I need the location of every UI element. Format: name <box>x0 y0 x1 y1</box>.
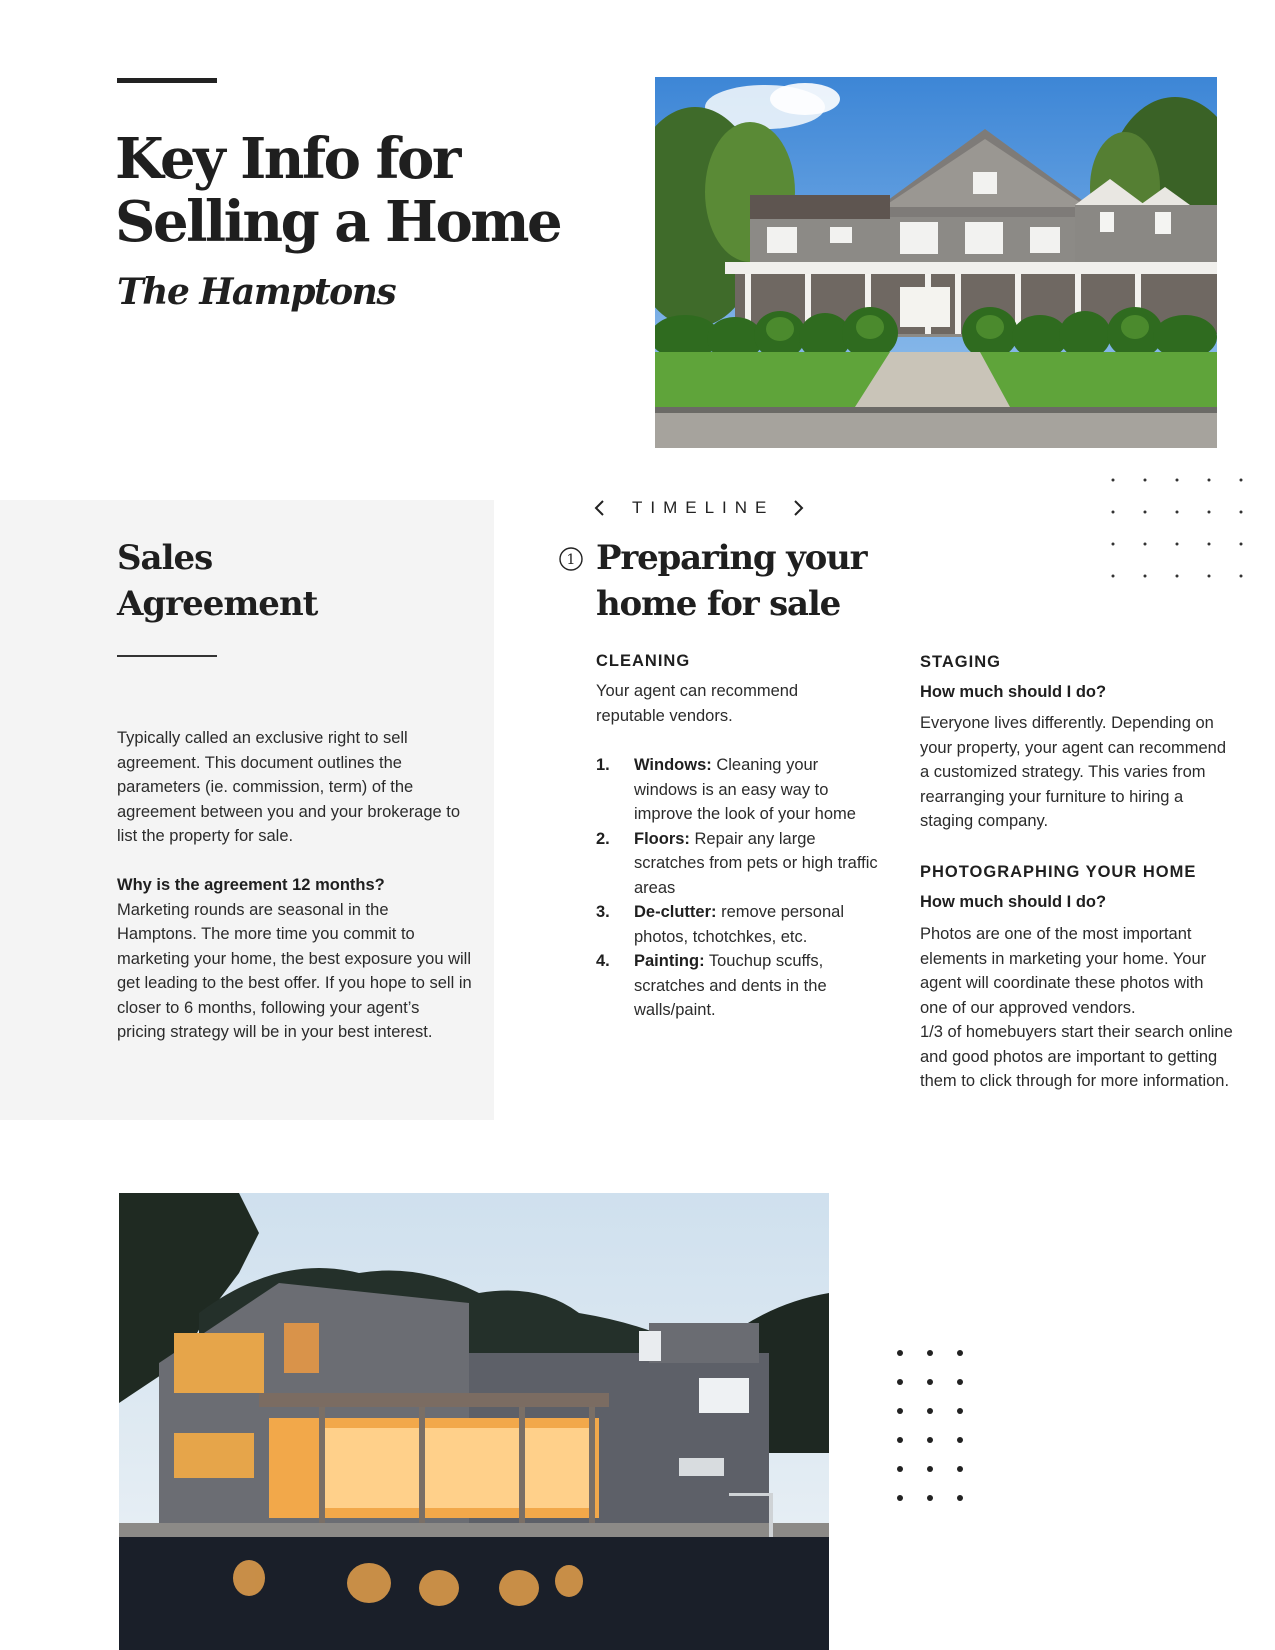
step-title-line-1: Preparing your <box>596 538 867 578</box>
chevron-right-icon[interactable] <box>788 498 808 518</box>
sales-agreement-body <box>117 726 472 1045</box>
photography-body <box>920 922 1235 1094</box>
list-item-number: 1. <box>596 756 610 774</box>
step-title <box>596 535 916 627</box>
list-item <box>596 900 886 949</box>
chevron-left-icon[interactable] <box>590 498 610 518</box>
sales-agreement-title <box>117 535 317 627</box>
photography-body-paragraph-2: 1/3 of homebuyers start their search online and good photos are important to getting them to click through for more information. <box>920 1023 1233 1090</box>
step-title-line-2: home for sale <box>596 584 841 624</box>
list-item <box>596 827 886 901</box>
list-item-text: Cleaning your windows is an easy way to improve the look of your home <box>634 756 856 823</box>
house-photo-bottom <box>119 1193 829 1650</box>
sales-agreement-description: Typically called an exclusive right to sell agreement. This document outlines the parameters (ie. commission, term) of the agreement between you and your brokerage to list the property for sale. <box>117 729 461 845</box>
list-item-label: Floors: <box>634 829 690 848</box>
dot-grid-top-right <box>1105 470 1245 580</box>
page-subtitle: The Hamptons <box>117 271 396 313</box>
photography-question: How much should I do? <box>920 893 1107 911</box>
list-item-text: remove personal photos, tchotchkes, etc. <box>634 903 844 946</box>
sales-agreement-rule <box>117 655 217 657</box>
timeline-nav <box>590 496 808 520</box>
list-item-label: Painting: <box>634 952 705 970</box>
timeline-label: TIMELINE <box>632 498 775 517</box>
cleaning-intro: Your agent can recommend reputable vendors. <box>596 682 799 725</box>
list-item-text: Repair any large scratches from pets or high traffic areas <box>634 829 878 897</box>
sales-agreement-answer: Marketing rounds are seasonal in the Hamptons. The more time you commit to marketing your home, the best exposure you will get leading to the best offer. If you hope to sell in closer to 6 months, following your agent’s pricing strategy will be in your best interest. <box>117 900 472 1041</box>
staging-body: Everyone lives differently. Depending on your property, your agent can recommend a customized strategy. This varies from rearranging your furniture to hiring a staging company. <box>920 714 1227 830</box>
sales-agreement-title-line-1: Sales <box>117 538 213 578</box>
sales-agreement-title-line-2: Agreement <box>117 584 318 624</box>
list-item-label: Windows: <box>634 756 712 774</box>
header-rule <box>117 78 217 83</box>
staging-heading: STAGING <box>920 653 1001 671</box>
list-item-number: 4. <box>596 952 610 970</box>
page-title-line-2: Selling a Home <box>115 189 561 255</box>
sales-agreement-question: Why is the agreement 12 months? <box>117 876 385 894</box>
cleaning-heading: CLEANING <box>596 652 691 670</box>
house-photo-top <box>655 77 1217 448</box>
list-item-number: 3. <box>596 903 610 921</box>
cleaning-list <box>596 753 886 1023</box>
page-title <box>115 128 635 254</box>
staging-question: How much should I do? <box>920 683 1107 701</box>
list-item <box>596 949 886 1023</box>
page-title-line-1: Key Info for <box>115 126 459 192</box>
list-item-number: 2. <box>596 829 610 848</box>
photography-heading: PHOTOGRAPHING YOUR HOME <box>920 863 1197 881</box>
list-item-label: De-clutter: <box>634 903 717 921</box>
step-number-badge <box>559 547 583 571</box>
step-number: 1 <box>566 552 576 568</box>
photography-body-paragraph-1: Photos are one of the most important elements in marketing your home. Your agent will coordinate these photos with one of our approved vendors. <box>920 925 1207 1017</box>
dot-grid-bottom <box>893 1347 968 1502</box>
list-item-text: Touchup scuffs, scratches and dents in the walls/paint. <box>634 952 827 1019</box>
list-item <box>596 753 886 827</box>
